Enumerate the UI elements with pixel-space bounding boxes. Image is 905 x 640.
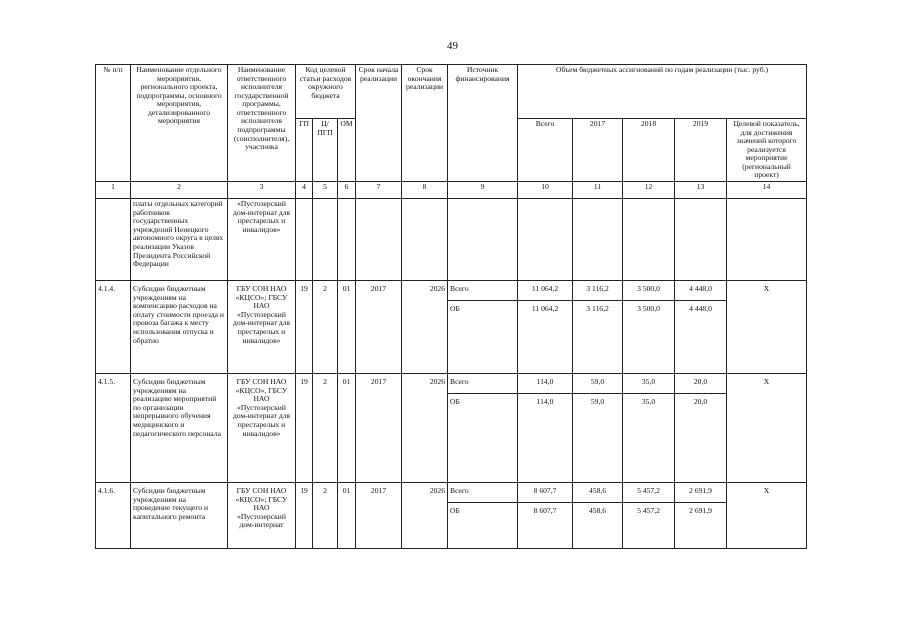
budget-table bbox=[95, 64, 807, 549]
row-2019: 4 448,0 bbox=[675, 301, 727, 374]
row-om: 01 bbox=[338, 483, 356, 549]
header-source: Источник финансирования bbox=[448, 65, 518, 182]
column-number: 2 bbox=[131, 182, 228, 199]
row-2017: 458,6 bbox=[573, 503, 623, 549]
row-target: X bbox=[727, 483, 807, 549]
row-2018: 5 457,2 bbox=[623, 483, 675, 503]
column-number: 7 bbox=[356, 182, 402, 199]
row-executor: ГБУ СОН НАО «КЦСО», ГБСУ НАО «Пустозерский дом-интернат для престарелых и инвалидов» bbox=[228, 374, 296, 483]
row-gp: 19 bbox=[296, 374, 313, 483]
table-row bbox=[96, 281, 807, 301]
row-start: 2017 bbox=[356, 483, 402, 549]
header-om: ОМ bbox=[338, 119, 356, 182]
column-number: 14 bbox=[727, 182, 807, 199]
column-number: 3 bbox=[228, 182, 296, 199]
row-source: Всего bbox=[448, 374, 518, 394]
row-2018: 5 457,2 bbox=[623, 503, 675, 549]
row-number: 4.1.6. bbox=[96, 483, 131, 549]
row-total: 11 064,2 bbox=[518, 301, 573, 374]
header-no: № п/п bbox=[96, 65, 131, 182]
column-number: 13 bbox=[675, 182, 727, 199]
column-number: 1 bbox=[96, 182, 131, 199]
table-row bbox=[96, 374, 807, 394]
header-end: Срок окончания реализации bbox=[402, 65, 448, 182]
row-executor: ГБУ СОН НАО «КЦСО»; ГБСУ НАО «Пустозерский дом-интернат для престарелых и инвалидов» bbox=[228, 281, 296, 374]
row-total: 8 607,7 bbox=[518, 483, 573, 503]
table-row bbox=[96, 483, 807, 503]
row-end: 2026 bbox=[402, 483, 448, 549]
row-source: ОБ bbox=[448, 394, 518, 483]
column-number: 9 bbox=[448, 182, 518, 199]
row-total: 8 607,7 bbox=[518, 503, 573, 549]
row-number: 4.1.4. bbox=[96, 281, 131, 374]
row-om: 01 bbox=[338, 281, 356, 374]
row-2018: 3 500,0 bbox=[623, 281, 675, 301]
row-2017: 458,6 bbox=[573, 483, 623, 503]
row-source: Всего bbox=[448, 281, 518, 301]
header-2017: 2017 bbox=[573, 119, 623, 182]
row-start: 2017 bbox=[356, 374, 402, 483]
column-number: 6 bbox=[338, 182, 356, 199]
header-start: Срок начала реализации bbox=[356, 65, 402, 182]
header-gp: ГП bbox=[296, 119, 313, 182]
row-2017: 3 116,2 bbox=[573, 281, 623, 301]
row-number: 4.1.5. bbox=[96, 374, 131, 483]
header-executor: Наименование ответственного исполнителя государственной программы, ответственного исполнителя подпрограммы (соисполнителя), участника bbox=[228, 65, 296, 182]
row-2018: 3 500,0 bbox=[623, 301, 675, 374]
row-total: 114,0 bbox=[518, 374, 573, 394]
row-cpgp: 2 bbox=[313, 374, 338, 483]
row-2019: 20,0 bbox=[675, 374, 727, 394]
row-2018: 35,0 bbox=[623, 374, 675, 394]
row-2019: 2 691,9 bbox=[675, 503, 727, 549]
row-cpgp: 2 bbox=[313, 281, 338, 374]
row-source: ОБ bbox=[448, 301, 518, 374]
row-2019: 4 448,0 bbox=[675, 281, 727, 301]
row-end: 2026 bbox=[402, 281, 448, 374]
row-source: Всего bbox=[448, 483, 518, 503]
row-start: 2017 bbox=[356, 281, 402, 374]
header-code: Код целевой статьи расходов окружного бюджета bbox=[296, 65, 356, 119]
header-total: Всего bbox=[518, 119, 573, 182]
row-source: ОБ bbox=[448, 503, 518, 549]
table-row bbox=[96, 199, 807, 281]
row-2019: 2 691,9 bbox=[675, 483, 727, 503]
row-2019: 20,0 bbox=[675, 394, 727, 483]
header-2018: 2018 bbox=[623, 119, 675, 182]
column-number: 8 bbox=[402, 182, 448, 199]
row-executor: ГБУ СОН НАО «КЦСО»; ГБСУ НАО «Пустозерский дом-интернат bbox=[228, 483, 296, 549]
page-number: 49 bbox=[447, 40, 458, 52]
row-cpgp: 2 bbox=[313, 483, 338, 549]
row-end: 2026 bbox=[402, 374, 448, 483]
row-name: Субсидии бюджетным учреждениям на реализацию мероприятий по организации непрерывного обучения медицинского и педагогического персонала bbox=[131, 374, 228, 483]
continuation-name: платы отдельных категорий работников государственных учреждений Ненецкого автономного округа в целях реализации Указов Президента Российской Федерации bbox=[131, 199, 228, 281]
header-target: Целевой показатель, для достижения значений которого реализуется мероприятие (региональный проект) bbox=[727, 119, 807, 182]
row-name: Субсидии бюджетным учреждениям на проведение текущего и капитального ремонта bbox=[131, 483, 228, 549]
column-number: 11 bbox=[573, 182, 623, 199]
row-2018: 35,0 bbox=[623, 394, 675, 483]
row-target: X bbox=[727, 374, 807, 483]
row-total: 114,0 bbox=[518, 394, 573, 483]
column-number: 10 bbox=[518, 182, 573, 199]
row-2017: 59,0 bbox=[573, 374, 623, 394]
header-cpgp: Ц/ПГП bbox=[313, 119, 338, 182]
row-total: 11 064,2 bbox=[518, 281, 573, 301]
header-name: Наименование отдельного мероприятия, регионального проекта, подпрограммы, основного мероприятия, детализированного мероприятия bbox=[131, 65, 228, 182]
row-2017: 59,0 bbox=[573, 394, 623, 483]
continuation-executor: «Пустозерский дом-интернат для престарелых и инвалидов» bbox=[228, 199, 296, 281]
column-number: 4 bbox=[296, 182, 313, 199]
header-volume: Объем бюджетных ассигнований по годам реализации (тыс. руб.) bbox=[518, 65, 807, 119]
row-gp: 19 bbox=[296, 483, 313, 549]
row-name: Субсидии бюджетным учреждениям на компенсацию расходов на оплату стоимости проезда и провоза багажа к месту использования отпуска и обратно bbox=[131, 281, 228, 374]
column-number: 12 bbox=[623, 182, 675, 199]
row-2017: 3 116,2 bbox=[573, 301, 623, 374]
row-gp: 19 bbox=[296, 281, 313, 374]
column-number: 5 bbox=[313, 182, 338, 199]
row-target: X bbox=[727, 281, 807, 374]
row-om: 01 bbox=[338, 374, 356, 483]
header-2019: 2019 bbox=[675, 119, 727, 182]
